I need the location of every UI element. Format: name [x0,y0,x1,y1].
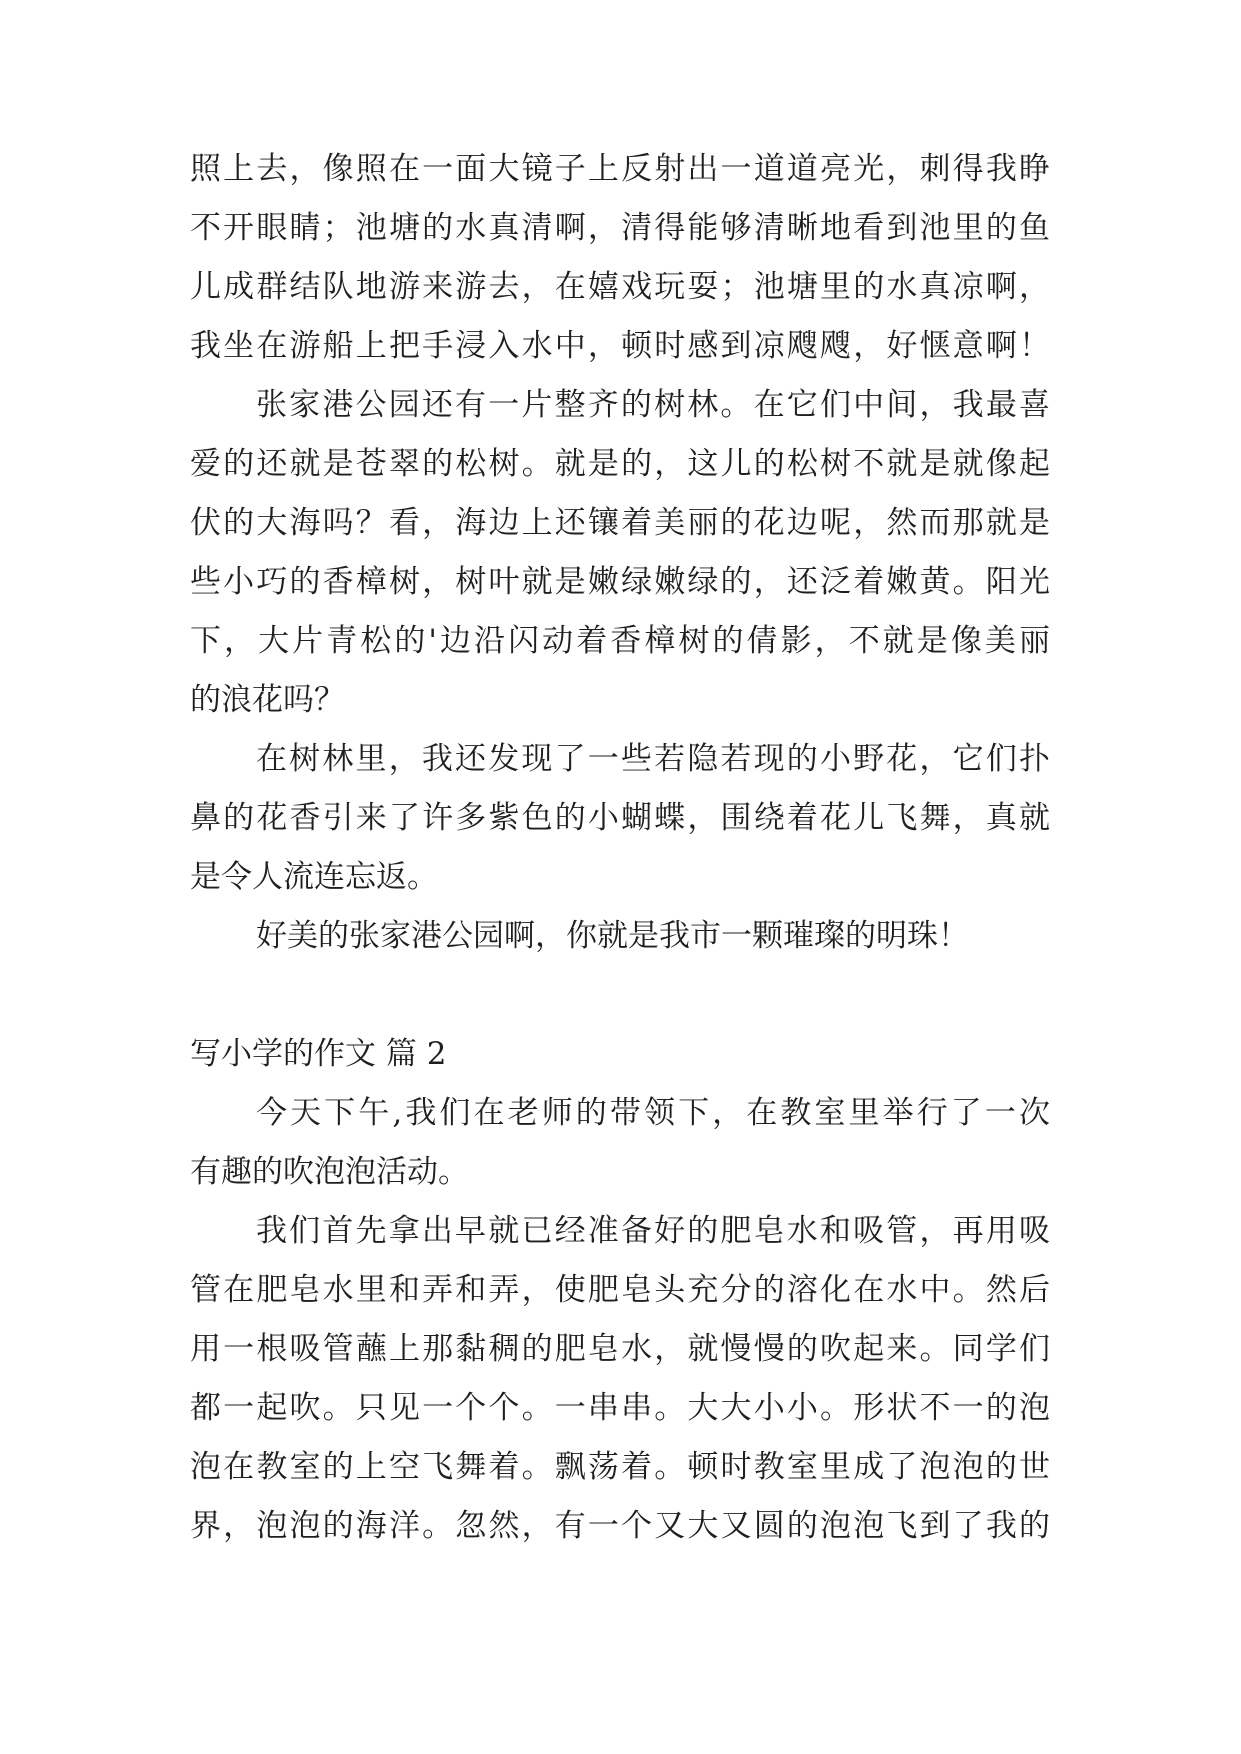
text-line: 鼻的花香引来了许多紫色的小蝴蝶，围绕着花儿飞舞，真就 [190,800,1050,836]
text-line: 管在肥皂水里和弄和弄，使肥皂头充分的溶化在水中。然后 [190,1272,1050,1308]
text-line: 儿成群结队地游来游去，在嬉戏玩耍；池塘里的水真凉啊， [190,269,1050,305]
text-line: 有趣的吹泡泡活动。 [190,1154,469,1190]
text-line: 我们首先拿出早就已经准备好的肥皂水和吸管，再用吸 [256,1213,1050,1249]
text-line: 的浪花吗？ [190,682,345,718]
text-line: 爱的还就是苍翠的松树。就是的，这儿的松树不就是就像起 [190,446,1050,482]
text-line: 都一起吹。只见一个个。一串串。大大小小。形状不一的泡 [190,1390,1050,1426]
text-line: 是令人流连忘返。 [190,859,438,895]
text-line: 界，泡泡的海洋。忽然，有一个又大又圆的泡泡飞到了我的 [190,1508,1050,1544]
text-line: 下，大片青松的'边沿闪动着香樟树的倩影，不就是像美丽 [190,623,1050,659]
text-line: 用一根吸管蘸上那黏稠的肥皂水，就慢慢的吹起来。同学们 [190,1331,1050,1367]
section-heading: 写小学的作文 篇 2 [190,1036,447,1072]
text-line: 些小巧的香樟树，树叶就是嫩绿嫩绿的，还泛着嫩黄。阳光 [190,564,1050,600]
text-line: 我坐在游船上把手浸入水中，顿时感到凉飕飕，好惬意啊！ [190,328,1050,364]
text-line: 张家港公园还有一片整齐的树林。在它们中间，我最喜 [256,387,1050,423]
text-line: 不开眼睛；池塘的水真清啊，清得能够清晰地看到池里的鱼 [190,210,1050,246]
text-line: 好美的张家港公园啊，你就是我市一颗璀璨的明珠！ [256,918,969,954]
text-line: 在树林里，我还发现了一些若隐若现的小野花，它们扑 [256,741,1050,777]
text-line: 泡在教室的上空飞舞着。飘荡着。顿时教室里成了泡泡的世 [190,1449,1050,1485]
text-line: 伏的大海吗？看，海边上还镶着美丽的花边呢，然而那就是 [190,505,1050,541]
text-line: 今天下午,我们在老师的带领下，在教室里举行了一次 [256,1095,1050,1131]
text-line: 照上去，像照在一面大镜子上反射出一道道亮光，刺得我睁 [190,151,1050,187]
